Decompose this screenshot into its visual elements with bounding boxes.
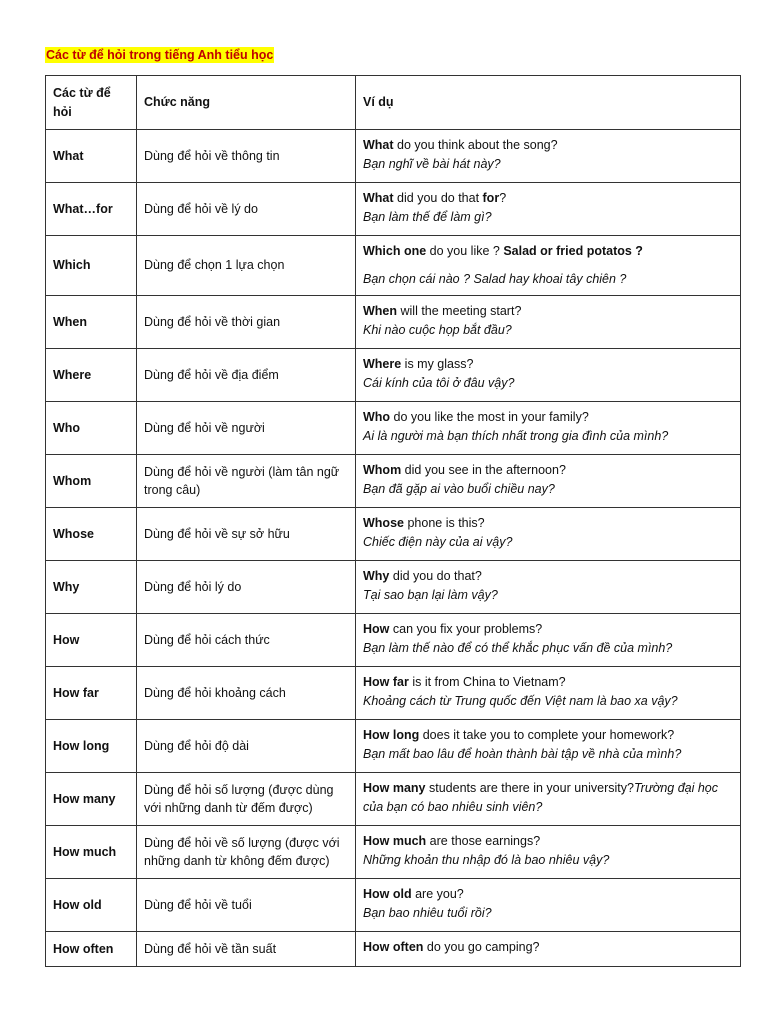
table-row: [46, 561, 741, 614]
example-keyword: Which one: [363, 244, 427, 258]
example-english: [363, 622, 542, 636]
example-text: do you like ?: [426, 244, 504, 258]
example-english: [363, 675, 566, 689]
example-vietnamese: Bạn mất bao lâu để hoàn thành bài tập về nhà của mình?: [363, 746, 682, 761]
question-word: How old: [46, 879, 137, 932]
question-word: Which: [46, 236, 137, 296]
example-english: [363, 463, 566, 477]
example-cell: [356, 455, 741, 508]
function-description: Dùng để hỏi cách thức: [137, 614, 356, 667]
example-keyword: Salad or fried potatos ?: [503, 244, 643, 258]
example-keyword: What: [363, 138, 394, 152]
function-description: Dùng để hỏi số lượng (được dùng với những danh từ đếm được): [137, 773, 356, 826]
function-description: Dùng để hỏi về số lượng (được với những danh từ không đếm được): [137, 826, 356, 879]
example-english: [363, 887, 464, 901]
function-description: Dùng để hỏi về người: [137, 402, 356, 455]
table-row: [46, 826, 741, 879]
example-cell: [356, 932, 741, 967]
header-example: Ví dụ: [356, 76, 741, 130]
example-text: is my glass?: [401, 357, 474, 371]
question-words-table: [45, 75, 741, 967]
example-keyword: for: [482, 191, 500, 205]
question-word: What: [46, 130, 137, 183]
example-keyword: How many: [363, 781, 426, 795]
question-word: Whom: [46, 455, 137, 508]
example-vietnamese: Bạn làm thế nào để có thể khắc phục vấn đề của mình?: [363, 640, 673, 655]
example-english: [363, 569, 482, 583]
question-word: Where: [46, 349, 137, 402]
example-text: is it from China to Vietnam?: [408, 675, 566, 689]
table-row: [46, 349, 741, 402]
example-english: [363, 244, 643, 258]
example-english: [363, 138, 558, 152]
example-text: will the meeting start?: [397, 304, 522, 318]
example-vietnamese: Bạn làm thế để làm gì?: [363, 209, 492, 224]
example-keyword: How: [363, 622, 390, 636]
example-text: do you go camping?: [423, 940, 540, 954]
table-row: [46, 932, 741, 967]
example-text: can you fix your problems?: [389, 622, 543, 636]
example-vietnamese: Cái kính của tôi ở đâu vậy?: [363, 375, 515, 390]
example-text: does it take you to complete your homework?: [419, 728, 675, 742]
example-keyword: How old: [363, 887, 412, 901]
example-text: did you do that?: [389, 569, 482, 583]
table-row: [46, 183, 741, 236]
header-function: Chức năng: [137, 76, 356, 130]
example-english: [363, 191, 506, 205]
example-keyword: Where: [363, 357, 402, 371]
example-text: do you think about the song?: [393, 138, 558, 152]
example-vietnamese: Khi nào cuộc họp bắt đầu?: [363, 322, 512, 337]
question-word: When: [46, 296, 137, 349]
question-word: How many: [46, 773, 137, 826]
example-vietnamese: Bạn đã gặp ai vào buổi chiều nay?: [363, 481, 555, 496]
table-row: [46, 614, 741, 667]
example-keyword: Whose: [363, 516, 404, 530]
table-row: [46, 402, 741, 455]
example-text: phone is this?: [403, 516, 485, 530]
table-row: [46, 130, 741, 183]
function-description: Dùng để hỏi lý do: [137, 561, 356, 614]
example-english: [363, 834, 540, 848]
table-header-row: [46, 76, 741, 130]
table-row: [46, 667, 741, 720]
example-text: did you do that: [393, 191, 483, 205]
example-text: do you like the most in your family?: [390, 410, 589, 424]
example-cell: [356, 183, 741, 236]
example-cell: [356, 402, 741, 455]
example-english: [363, 940, 539, 954]
example-cell: [356, 773, 741, 826]
table-row: [46, 508, 741, 561]
question-word: Why: [46, 561, 137, 614]
function-description: Dùng để hỏi về thông tin: [137, 130, 356, 183]
example-cell: [356, 236, 741, 296]
question-word: How often: [46, 932, 137, 967]
example-vietnamese: Khoảng cách từ Trung quốc đến Việt nam là bao xa vậy?: [363, 693, 678, 708]
example-keyword: Whom: [363, 463, 402, 477]
example-english: [363, 304, 521, 318]
function-description: Dùng để hỏi độ dài: [137, 720, 356, 773]
table-row: [46, 720, 741, 773]
example-vietnamese: Trường đại học của bạn có bao nhiêu sinh viên?: [363, 781, 719, 814]
example-vietnamese: Bạn bao nhiêu tuổi rồi?: [363, 905, 492, 920]
example-cell: [356, 561, 741, 614]
example-keyword: How long: [363, 728, 420, 742]
example-keyword: Who: [363, 410, 391, 424]
example-text: did you see in the afternoon?: [401, 463, 566, 477]
table-row: [46, 455, 741, 508]
table-row: [46, 773, 741, 826]
example-text: are those earnings?: [426, 834, 541, 848]
example-english: [363, 410, 589, 424]
example-cell: [356, 720, 741, 773]
example-cell: [356, 296, 741, 349]
example-text: are you?: [411, 887, 464, 901]
question-word: Whose: [46, 508, 137, 561]
function-description: Dùng để hỏi về địa điểm: [137, 349, 356, 402]
example-english: [363, 516, 485, 530]
example-cell: [356, 614, 741, 667]
question-word: How long: [46, 720, 137, 773]
function-description: Dùng để hỏi về thời gian: [137, 296, 356, 349]
example-vietnamese: Bạn chọn cái nào ? Salad hay khoai tây chiên ?: [363, 271, 627, 286]
example-cell: [356, 879, 741, 932]
function-description: Dùng để hỏi về lý do: [137, 183, 356, 236]
table-row: [46, 879, 741, 932]
example-vietnamese: Tại sao bạn lại làm vậy?: [363, 587, 498, 602]
example-text: students are there in your university?: [425, 781, 634, 795]
example-keyword: When: [363, 304, 398, 318]
function-description: Dùng để hỏi khoảng cách: [137, 667, 356, 720]
header-question-word: Các từ để hỏi: [46, 76, 137, 130]
example-cell: [356, 349, 741, 402]
example-cell: [356, 130, 741, 183]
example-keyword: How far: [363, 675, 409, 689]
example-keyword: Why: [363, 569, 390, 583]
question-word: How far: [46, 667, 137, 720]
example-english: [363, 728, 674, 742]
example-cell: [356, 826, 741, 879]
function-description: Dùng để hỏi về tần suất: [137, 932, 356, 967]
function-description: Dùng để hỏi về người (làm tân ngữ trong câu): [137, 455, 356, 508]
example-cell: [356, 508, 741, 561]
example-keyword: How much: [363, 834, 427, 848]
example-vietnamese: Chiếc điện này của ai vậy?: [363, 534, 513, 549]
function-description: Dùng để chọn 1 lựa chọn: [137, 236, 356, 296]
function-description: Dùng để hỏi về tuổi: [137, 879, 356, 932]
table-row: [46, 296, 741, 349]
function-description: Dùng để hỏi về sự sở hữu: [137, 508, 356, 561]
page-title: Các từ để hỏi trong tiếng Anh tiểu học: [46, 48, 274, 62]
example-english: [363, 781, 634, 795]
example-vietnamese: Những khoản thu nhập đó là bao nhiêu vậy?: [363, 852, 610, 867]
table-row: [46, 236, 741, 296]
question-word: Who: [46, 402, 137, 455]
example-keyword: How often: [363, 940, 424, 954]
question-word: What…for: [46, 183, 137, 236]
question-word: How much: [46, 826, 137, 879]
example-text: ?: [499, 191, 507, 205]
example-keyword: What: [363, 191, 394, 205]
example-vietnamese: Bạn nghĩ về bài hát này?: [363, 156, 501, 171]
example-vietnamese: Ai là người mà bạn thích nhất trong gia đình của mình?: [363, 428, 669, 443]
question-word: How: [46, 614, 137, 667]
example-cell: [356, 667, 741, 720]
example-english: [363, 357, 473, 371]
